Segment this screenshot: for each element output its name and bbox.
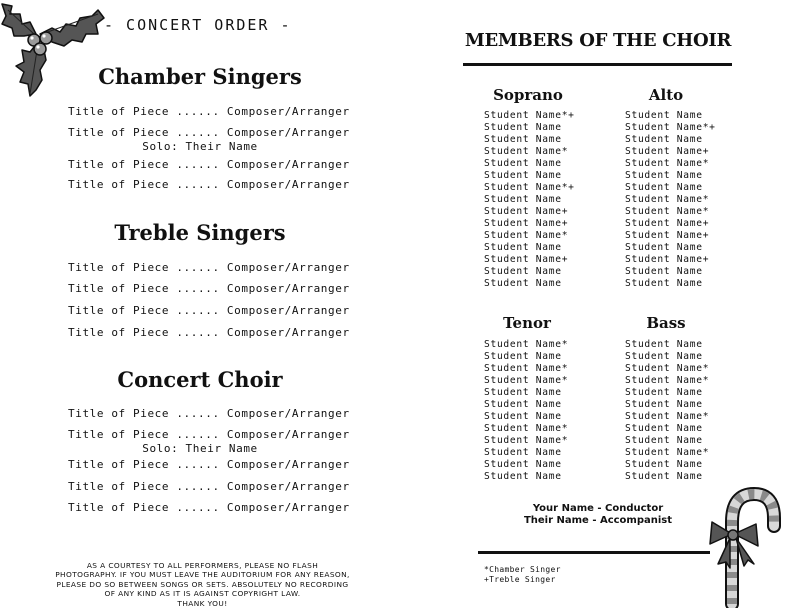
title-divider — [463, 63, 732, 66]
member-name: Student Name — [625, 459, 703, 470]
audience-notice — [30, 561, 375, 608]
footer-divider — [478, 551, 710, 554]
member-name: Student Name* — [625, 194, 710, 205]
member-name: Student Name — [625, 423, 703, 434]
member-name: Student Name — [625, 351, 703, 362]
member-name: Student Name*+ — [625, 122, 716, 133]
member-name: Student Name — [484, 447, 562, 458]
member-list-alto — [625, 110, 716, 290]
member-name: Student Name* — [625, 206, 710, 217]
program-line: Title of Piece ...... Composer/Arranger — [68, 105, 350, 118]
voice-heading-alto: Alto — [648, 86, 684, 104]
member-name: Student Name* — [484, 375, 569, 386]
member-name: Student Name+ — [484, 254, 569, 265]
solo-credit: Solo: Their Name — [142, 140, 258, 153]
member-name: Student Name — [484, 278, 562, 289]
program-line: Title of Piece ...... Composer/Arranger — [68, 261, 350, 274]
member-name: Student Name — [625, 339, 703, 350]
member-name: Student Name* — [484, 435, 569, 446]
member-name: Student Name — [484, 158, 562, 169]
member-name: Student Name+ — [625, 230, 710, 241]
member-name: Student Name — [484, 122, 562, 133]
notice-line: OF ANY KIND AS IT IS AGAINST COPYRIGHT LAW. — [104, 589, 301, 599]
member-list-tenor — [484, 339, 568, 483]
member-name: Student Name* — [625, 158, 710, 169]
member-name: Student Name — [484, 266, 562, 277]
section-title-chamber-singers: Chamber Singers — [98, 64, 302, 89]
member-name: Student Name — [625, 110, 703, 121]
concert-order-title: - CONCERT ORDER - — [104, 16, 292, 34]
member-name: Student Name — [625, 134, 703, 145]
member-name: Student Name* — [484, 423, 569, 434]
member-name: Student Name — [625, 242, 703, 253]
member-list-soprano — [484, 110, 575, 290]
notice-line: THANK YOU! — [177, 598, 228, 608]
legend-treble-singer: +Treble Singer — [484, 575, 556, 584]
section-title-concert-choir: Concert Choir — [117, 367, 283, 392]
voice-heading-bass: Bass — [646, 314, 686, 332]
program-line: Title of Piece ...... Composer/Arranger — [68, 282, 350, 295]
program-line: Title of Piece ...... Composer/Arranger — [68, 304, 350, 317]
candy-cane-icon — [708, 484, 788, 608]
member-name: Student Name* — [625, 363, 710, 374]
member-name: Student Name — [625, 471, 703, 482]
member-name: Student Name — [484, 134, 562, 145]
program-line: Title of Piece ...... Composer/Arranger — [68, 126, 350, 139]
member-name: Student Name* — [484, 363, 569, 374]
member-name: Student Name+ — [625, 146, 710, 157]
member-name: Student Name* — [625, 411, 710, 422]
member-name: Student Name — [625, 399, 703, 410]
member-name: Student Name — [625, 387, 703, 398]
member-name: Student Name* — [484, 146, 569, 157]
member-name: Student Name — [625, 435, 703, 446]
program-line: Title of Piece ...... Composer/Arranger — [68, 428, 350, 441]
member-name: Student Name — [484, 194, 562, 205]
program-line: Title of Piece ...... Composer/Arranger — [68, 501, 350, 514]
member-name: Student Name+ — [484, 206, 569, 217]
member-name: Student Name — [625, 266, 703, 277]
notice-line: PHOTOGRAPHY. IF YOU MUST LEAVE THE AUDITORIUM FOR ANY REASON, — [55, 570, 350, 580]
program-line: Title of Piece ...... Composer/Arranger — [68, 158, 350, 171]
voice-heading-tenor: Tenor — [503, 314, 551, 332]
member-name: Student Name*+ — [484, 110, 575, 121]
member-name: Student Name* — [484, 230, 569, 241]
program-line: Title of Piece ...... Composer/Arranger — [68, 458, 350, 471]
member-name: Student Name — [625, 170, 703, 181]
program-line: Title of Piece ...... Composer/Arranger — [68, 326, 350, 339]
member-name: Student Name — [625, 182, 703, 193]
voice-heading-soprano: Soprano — [493, 86, 563, 104]
solo-credit: Solo: Their Name — [142, 442, 258, 455]
member-name: Student Name — [625, 278, 703, 289]
program-line: Title of Piece ...... Composer/Arranger — [68, 407, 350, 420]
member-list-bass — [625, 339, 709, 483]
member-name: Student Name+ — [625, 254, 710, 265]
member-name: Student Name* — [625, 375, 710, 386]
program-line: Title of Piece ...... Composer/Arranger — [68, 178, 350, 191]
member-name: Student Name — [484, 471, 562, 482]
member-name: Student Name — [484, 411, 562, 422]
member-name: Student Name — [484, 351, 562, 362]
member-name: Student Name*+ — [484, 182, 575, 193]
member-name: Student Name — [484, 242, 562, 253]
member-name: Student Name — [484, 399, 562, 410]
section-title-treble-singers: Treble Singers — [114, 220, 286, 245]
conductor-credit: Your Name - Conductor — [532, 503, 664, 514]
member-name: Student Name* — [484, 339, 569, 350]
members-title: MEMBERS OF THE CHOIR — [464, 30, 732, 51]
member-name: Student Name — [484, 459, 562, 470]
notice-line: AS A COURTESY TO ALL PERFORMERS, PLEASE NO FLASH — [86, 561, 319, 570]
member-name: Student Name — [484, 170, 562, 181]
notice-line: PLEASE DO SO BETWEEN SONGS OR SETS. ABSOLUTELY NO RECORDING — [56, 579, 349, 589]
member-name: Student Name+ — [484, 218, 569, 229]
member-name: Student Name — [484, 387, 562, 398]
member-name: Student Name* — [625, 447, 710, 458]
program-line: Title of Piece ...... Composer/Arranger — [68, 480, 350, 493]
member-name: Student Name+ — [625, 218, 710, 229]
accompanist-credit: Their Name - Accompanist — [523, 515, 673, 526]
legend-chamber-singer: *Chamber Singer — [484, 565, 561, 574]
